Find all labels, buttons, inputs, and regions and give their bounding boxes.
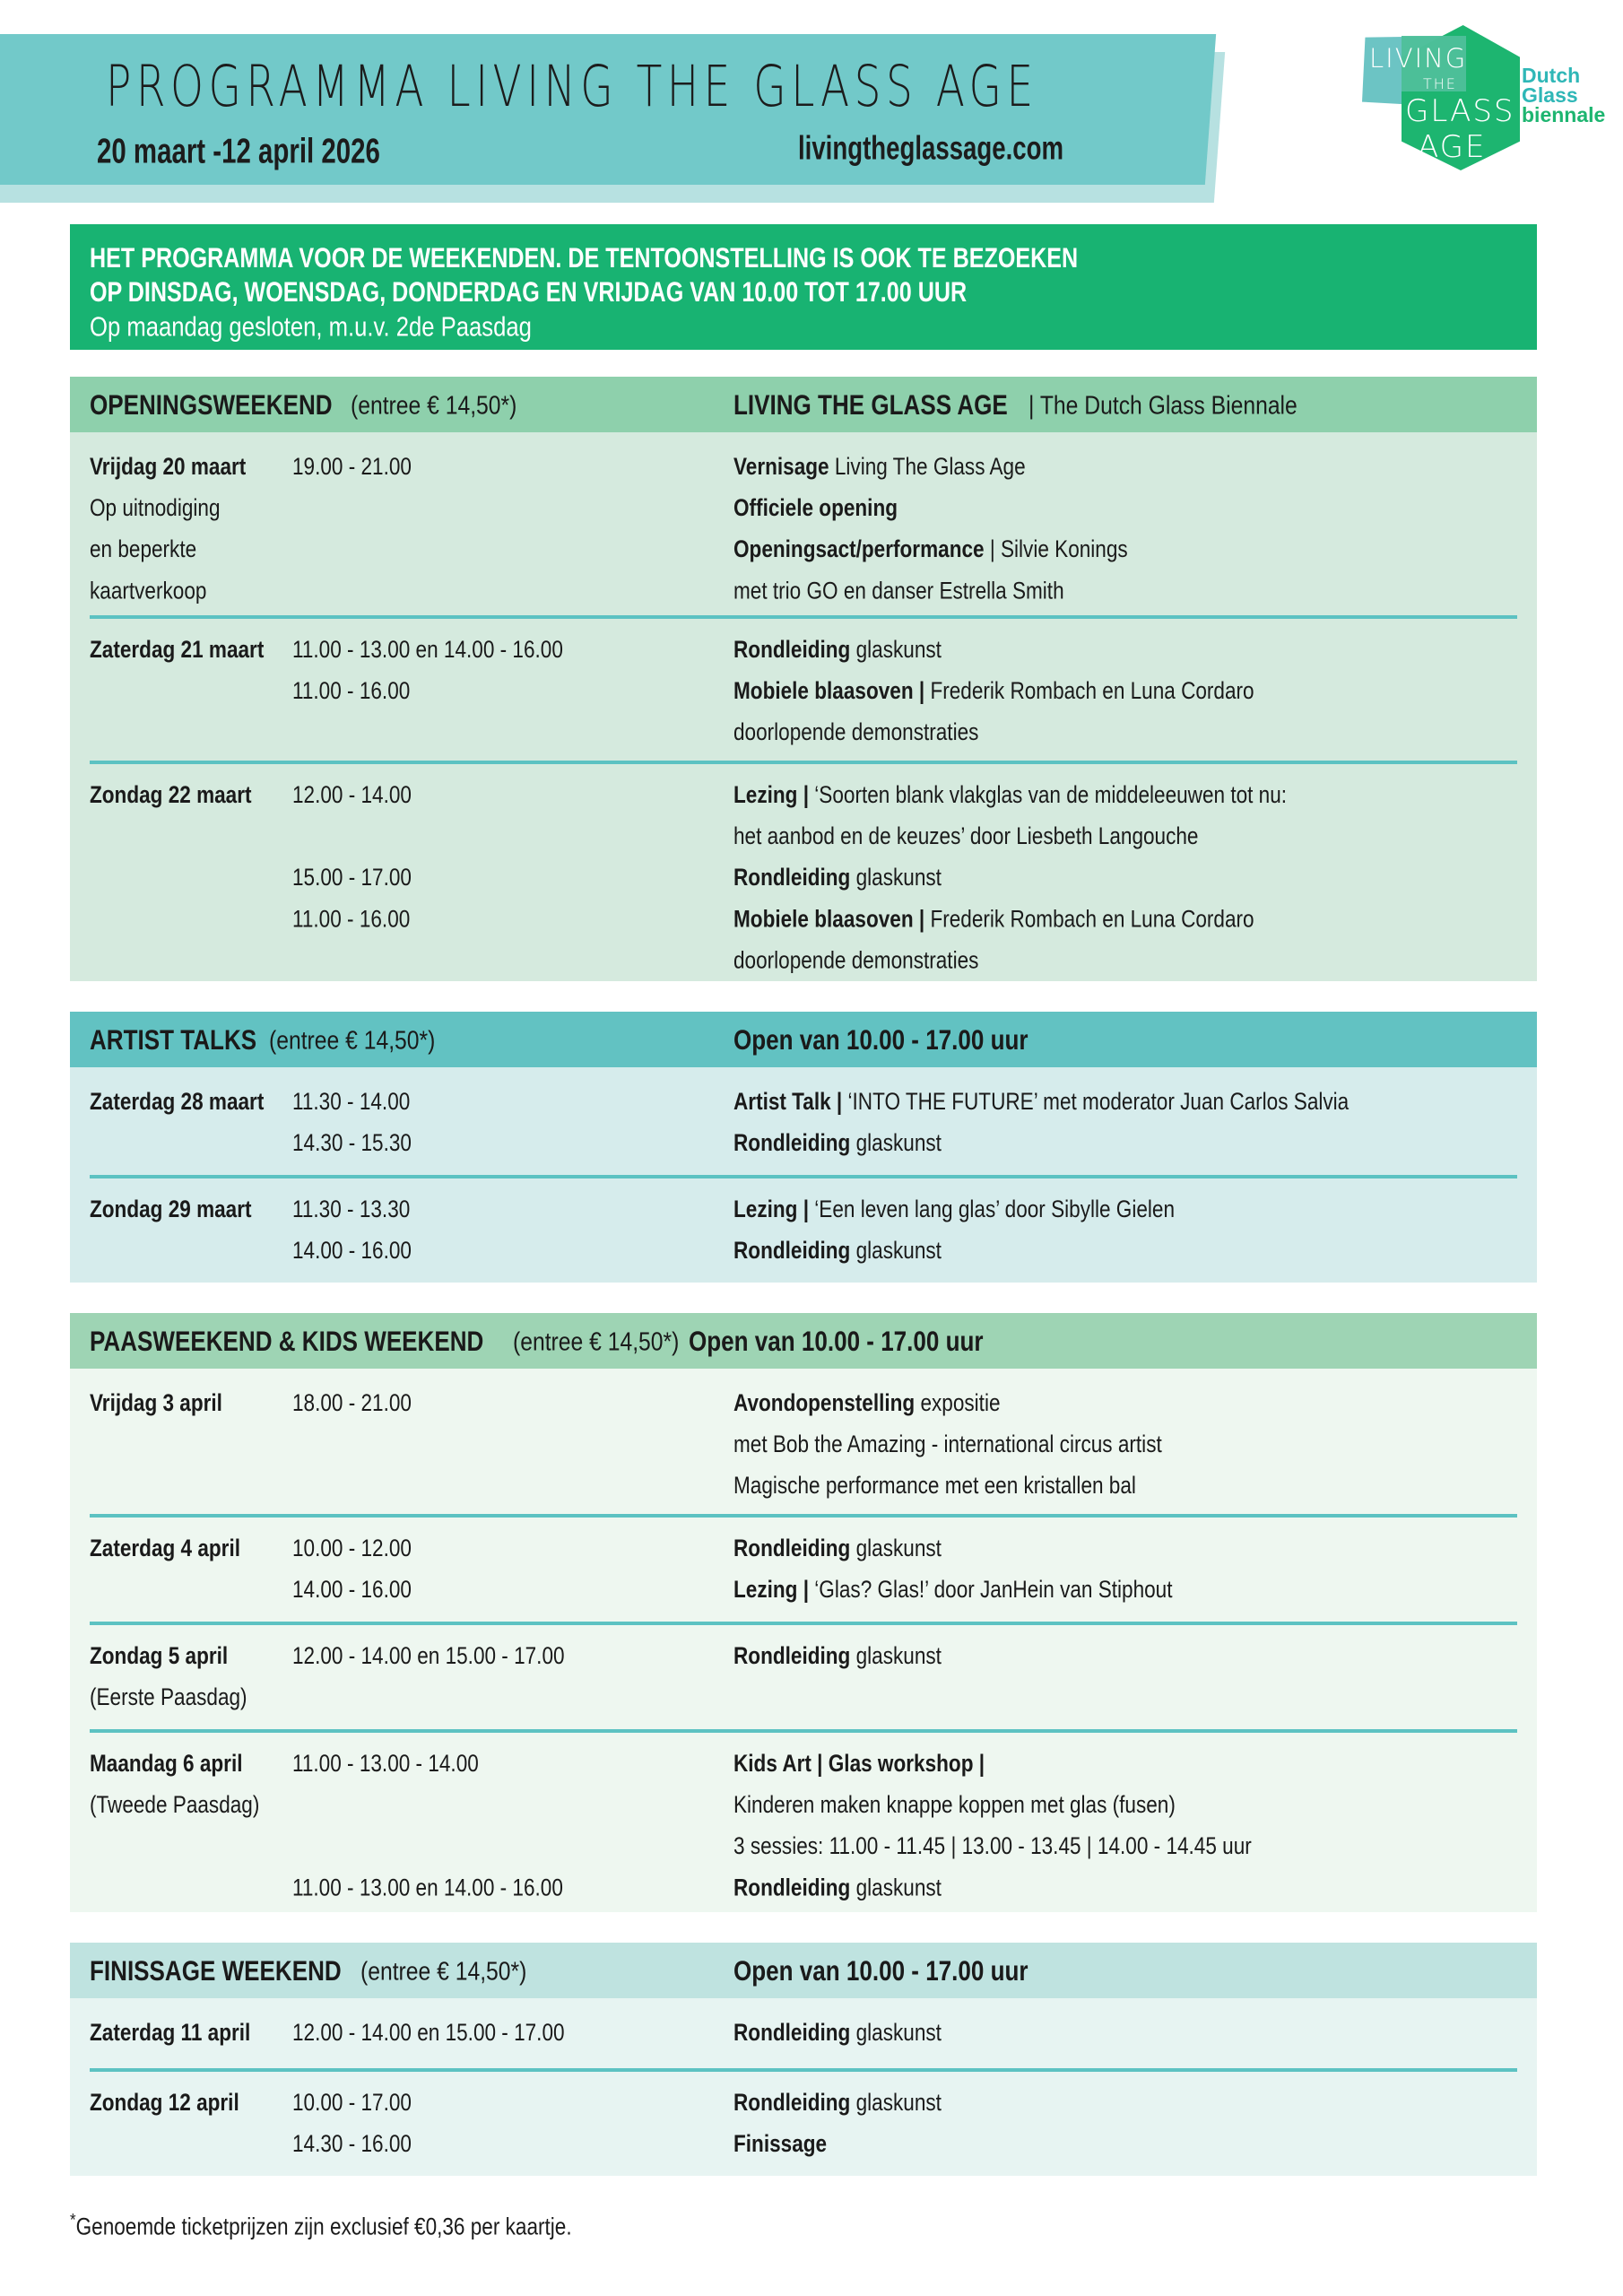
row-description-line (733, 816, 1471, 857)
row-time-line: 11.30 - 13.30 (292, 1196, 411, 1223)
row-time-line: 14.30 - 16.00 (292, 2130, 412, 2158)
row-times (292, 1636, 570, 1677)
opening-hours-notice (70, 224, 1537, 350)
header-text-group (0, 34, 1219, 185)
row-description-line (733, 1785, 1471, 1826)
row-description-text: doorlopende demonstraties (733, 719, 979, 746)
row-time-line (292, 1785, 570, 1826)
row-description-text: Kinderen maken knappe koppen met glas (fusen) (733, 1791, 1176, 1819)
program-row (70, 1067, 1537, 1175)
row-description-line (733, 529, 1471, 570)
row-day-name: Zaterdag 28 maart (90, 1088, 265, 1116)
row-time-line: 11.30 - 14.00 (292, 1088, 411, 1116)
row-day (90, 630, 265, 671)
row-day-name: Zondag 22 maart (90, 781, 252, 809)
page-header (0, 0, 1623, 206)
section-body-openingsweekend (70, 432, 1537, 981)
row-description (733, 2083, 1471, 2165)
logo-word-the: THE (1423, 75, 1457, 92)
row-description-label: Vernisage (733, 453, 829, 481)
row-times (292, 630, 570, 712)
row-day (90, 1636, 258, 1718)
row-day (90, 2083, 258, 2124)
row-description-line (733, 1744, 1471, 1785)
row-description-text: Frederik Rombach en Luna Cordaro (924, 677, 1254, 705)
section-body-finissage (70, 1998, 1537, 2176)
row-description-text: glaskunst (850, 636, 942, 664)
row-description-text: ‘Soorten blank vlakglas van de middeleeuwen tot nu: (809, 781, 1288, 809)
row-day-note: en beperkte (90, 536, 197, 563)
row-description-label: Rondleiding (733, 2019, 851, 2047)
row-description-line (733, 671, 1471, 712)
row-description-text: ‘Glas? Glas!’ door JanHein van Stiphout (809, 1576, 1173, 1604)
program-row (70, 1514, 1537, 1622)
row-day (90, 1189, 258, 1231)
logo-subtitle-glass: Glass (1522, 83, 1578, 107)
row-description-label: Rondleiding (733, 1129, 851, 1157)
row-time-line: 11.00 - 13.00 - 14.00 (292, 1750, 479, 1778)
program-row (70, 1369, 1537, 1514)
row-day-name: Vrijdag 20 maart (90, 453, 247, 481)
row-description-text: 3 sessies: 11.00 - 11.45 | 13.00 - 13.45 | 14.00 - 14.45 uur (733, 1833, 1252, 1860)
row-description-line (733, 2083, 1471, 2124)
row-day-name: Zondag 12 april (90, 2089, 239, 2117)
row-description-line (733, 775, 1471, 816)
row-day-note: (Tweede Paasdag) (90, 1791, 260, 1819)
section-finissage (70, 1943, 1537, 2176)
row-description-label: Rondleiding (733, 636, 851, 664)
row-description-label: Openingsact/performance (733, 536, 985, 563)
row-description-line (733, 1868, 1471, 1909)
row-description-text: het aanbod en de keuzes’ door Liesbeth Langouche (733, 822, 1199, 850)
row-description-line (733, 1636, 1471, 1677)
logo-subtitle-biennale: biennale (1522, 102, 1606, 126)
program-row (70, 432, 1537, 615)
row-description (733, 2013, 1471, 2054)
row-description-line (733, 712, 1471, 753)
section-open-hours: Open van 10.00 - 17.00 uur (688, 1326, 984, 1357)
row-description-line (733, 630, 1471, 671)
row-description (733, 447, 1471, 613)
row-description-text: met trio GO en danser Estrella Smith (733, 578, 1064, 604)
row-description-line (733, 2013, 1471, 2054)
row-description-text: glaskunst (850, 1874, 942, 1901)
row-description-text: glaskunst (850, 1129, 942, 1157)
row-time-line: 12.00 - 14.00 (292, 781, 412, 809)
row-time-line: 18.00 - 21.00 (292, 1389, 412, 1417)
section-header-right-note: | The Dutch Glass Biennale (1028, 390, 1298, 420)
notice-line-1: HET PROGRAMMA VOOR DE WEEKENDEN. DE TENTOONSTELLING IS OOK TE BEZOEKEN (90, 242, 1079, 274)
footnote-text: Genoemde ticketprijzen zijn exclusief €0,36 per kaartje. (75, 2213, 572, 2241)
program-row (70, 761, 1537, 981)
row-description-label: Rondleiding (733, 2089, 851, 2117)
program-row (70, 1729, 1537, 1912)
row-times (292, 1189, 570, 1272)
header-dates: 20 maart -12 april 2026 (97, 131, 380, 170)
notice-line-3: Op maandag gesloten, m.u.v. 2de Paasdag (90, 311, 532, 343)
row-description-text: Frederik Rombach en Luna Cordaro (924, 906, 1254, 933)
header-website-link[interactable]: livingtheglassage.com (798, 131, 1064, 168)
section-title: ARTIST TALKS (90, 1024, 257, 1056)
row-description-label: Finissage (733, 2130, 828, 2158)
row-time-line: 11.00 - 13.00 en 14.00 - 16.00 (292, 636, 563, 664)
row-time-line: 14.00 - 16.00 (292, 1237, 412, 1265)
row-description (733, 1636, 1471, 1677)
section-price: (entree € 14,50*) (269, 1025, 436, 1055)
row-time-line: 11.00 - 16.00 (292, 677, 411, 705)
row-day (90, 775, 258, 816)
row-day-name: Vrijdag 3 april (90, 1389, 222, 1417)
row-day-name: Zaterdag 11 april (90, 2019, 251, 2047)
section-header-right-bold: Open van 10.00 - 17.00 uur (733, 1955, 1028, 1987)
row-day-name: Zondag 5 april (90, 1642, 229, 1670)
row-description (733, 775, 1471, 982)
section-price: (entree € 14,50*) (360, 1956, 527, 1986)
row-description-text: doorlopende demonstraties (733, 947, 979, 975)
section-header-right-bold: Open van 10.00 - 17.00 uur (733, 1024, 1028, 1056)
row-time-line: 12.00 - 14.00 en 15.00 - 17.00 (292, 2019, 565, 2047)
row-description-label: Rondleiding (733, 865, 851, 891)
row-day (90, 1528, 258, 1570)
section-header-paasweekend (70, 1313, 1537, 1369)
row-description-line (733, 1465, 1471, 1507)
row-times (292, 1082, 570, 1164)
row-description (733, 1082, 1471, 1164)
row-description-label: Mobiele blaasoven | (733, 906, 925, 933)
row-time-line: 12.00 - 14.00 en 15.00 - 17.00 (292, 1642, 565, 1670)
row-description-label: Artist Talk | (733, 1088, 843, 1116)
row-description-label: Rondleiding (733, 1237, 851, 1265)
footnote-star: * (70, 2210, 76, 2230)
row-day-name: Maandag 6 april (90, 1750, 243, 1778)
logo (1358, 20, 1606, 174)
notice-line-2: OP DINSDAG, WOENSDAG, DONDERDAG EN VRIJDAG VAN 10.00 TOT 17.00 UUR (90, 276, 968, 309)
row-description-text: Living The Glass Age (829, 453, 1026, 481)
row-times (292, 2083, 570, 2165)
row-description-line (733, 941, 1471, 982)
row-times (292, 775, 570, 941)
section-price: (entree € 14,50*) (350, 390, 517, 420)
row-description-text: glaskunst (850, 1237, 942, 1265)
row-description-text: glaskunst (850, 2089, 942, 2117)
row-day-note: Op uitnodiging (90, 494, 221, 522)
row-time-line: 11.00 - 16.00 (292, 906, 411, 933)
program-row (70, 615, 1537, 761)
row-description-label: Mobiele blaasoven | (733, 677, 925, 705)
page-title: PROGRAMMA LIVING THE GLASS AGE (106, 54, 1038, 121)
row-description-line (733, 1424, 1471, 1465)
row-description-line (733, 1570, 1471, 1611)
row-description-line (733, 447, 1471, 488)
row-day-note: kaartverkoop (90, 578, 207, 604)
row-description-line (733, 1082, 1471, 1123)
section-artist-talks (70, 1012, 1537, 1283)
row-day (90, 2013, 258, 2054)
row-description-line (733, 857, 1471, 899)
row-description-line (733, 1383, 1471, 1424)
section-openingsweekend (70, 377, 1537, 981)
row-time-line: 14.30 - 15.30 (292, 1129, 412, 1157)
program-row (70, 1175, 1537, 1283)
section-price: (entree € 14,50*) (513, 1326, 680, 1356)
section-body-artist-talks (70, 1067, 1537, 1283)
row-time-line (292, 1826, 570, 1867)
row-description (733, 1383, 1471, 1508)
row-description (733, 630, 1471, 754)
logo-word-glass: GLASS (1405, 93, 1515, 129)
row-time-line: 11.00 - 13.00 en 14.00 - 16.00 (292, 1874, 563, 1901)
row-description-text: glaskunst (850, 1535, 942, 1562)
section-body-paasweekend (70, 1369, 1537, 1912)
row-time-line: 19.00 - 21.00 (292, 453, 412, 481)
row-description-line (733, 1231, 1471, 1272)
row-description-line (733, 2124, 1471, 2165)
section-header-right-bold: LIVING THE GLASS AGE (733, 389, 1008, 421)
row-times (292, 1744, 570, 1909)
row-description-text: Magische performance met een kristallen bal (733, 1473, 1136, 1500)
row-description-label: Kids Art | Glas workshop | (733, 1750, 985, 1778)
row-day (90, 1744, 258, 1826)
row-description-label: Rondleiding (733, 1642, 851, 1670)
row-description-line (733, 900, 1471, 941)
section-title: OPENINGSWEEKEND (90, 389, 333, 421)
row-times (292, 1383, 570, 1424)
section-title: PAASWEEKEND & KIDS WEEKEND (90, 1326, 484, 1357)
row-description-label: Lezing | (733, 781, 810, 809)
row-time-line: 10.00 - 12.00 (292, 1535, 412, 1562)
logo-subtitle-dutch: Dutch (1522, 64, 1581, 87)
program-row (70, 1622, 1537, 1729)
row-description-line (733, 1528, 1471, 1570)
row-description-text: glaskunst (850, 2019, 942, 2047)
row-description-text: met Bob the Amazing - international circus artist (733, 1431, 1162, 1458)
row-description-label: Officiele opening (733, 494, 898, 522)
logo-word-age: AGE (1418, 129, 1487, 165)
row-times (292, 2013, 570, 2054)
row-description-line (733, 488, 1471, 529)
row-description-label: Lezing | (733, 1196, 810, 1223)
section-header-openingsweekend (70, 377, 1537, 432)
program-row (70, 1998, 1537, 2068)
row-description-text: ‘INTO THE FUTURE’ met moderator Juan Carlos Salvia (842, 1088, 1350, 1116)
row-time-line: 15.00 - 17.00 (292, 865, 412, 891)
row-description-line (733, 571, 1471, 613)
row-description-line (733, 1123, 1471, 1164)
section-title: FINISSAGE WEEKEND (90, 1955, 342, 1987)
row-description-label: Lezing | (733, 1576, 810, 1604)
row-day-name: Zaterdag 4 april (90, 1535, 241, 1562)
row-description-line (733, 1189, 1471, 1231)
row-time-line: 14.00 - 16.00 (292, 1576, 412, 1604)
row-day-note: (Eerste Paasdag) (90, 1683, 247, 1711)
row-description (733, 1189, 1471, 1272)
row-day-name: Zaterdag 21 maart (90, 636, 265, 664)
section-paasweekend (70, 1313, 1537, 1912)
program-row (70, 2068, 1537, 2176)
row-description-label: Rondleiding (733, 1874, 851, 1901)
row-times (292, 1528, 570, 1611)
row-description-text: | Silvie Konings (984, 536, 1128, 563)
row-time-line: 10.00 - 17.00 (292, 2089, 412, 2117)
row-description-text: glaskunst (850, 1642, 942, 1670)
row-description-text: glaskunst (850, 865, 942, 891)
row-description-line (733, 1826, 1471, 1867)
section-header-finissage (70, 1943, 1537, 1998)
row-day (90, 447, 258, 613)
row-description-label: Rondleiding (733, 1535, 851, 1562)
row-time-line (292, 816, 570, 857)
row-description-label: Avondopenstelling (733, 1389, 916, 1417)
row-description-text: ‘Een leven lang glas’ door Sibylle Gielen (809, 1196, 1176, 1223)
logo-word-living: LIVING (1369, 43, 1468, 74)
row-day (90, 1082, 265, 1123)
section-header-artist-talks (70, 1012, 1537, 1067)
row-day (90, 1383, 258, 1424)
logo-subtitle (1522, 66, 1605, 126)
row-description (733, 1528, 1471, 1611)
row-description-text: expositie (915, 1389, 1001, 1417)
price-footnote (70, 2210, 572, 2241)
row-description (733, 1744, 1471, 1909)
row-times (292, 447, 570, 488)
row-day-name: Zondag 29 maart (90, 1196, 252, 1223)
